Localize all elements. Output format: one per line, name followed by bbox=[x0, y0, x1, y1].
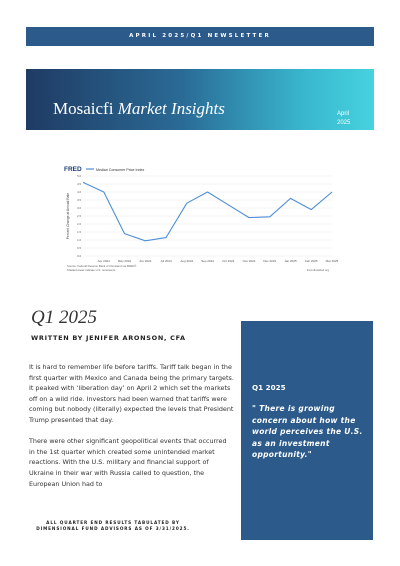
y-tick-label: 1.0 bbox=[77, 238, 81, 242]
x-tick-label: Dec 2024 bbox=[263, 259, 277, 263]
y-tick-label: 3.0 bbox=[77, 206, 81, 210]
y-tick-label: 4.5 bbox=[77, 182, 81, 186]
article-byline: WRITTEN BY JENIFER ARONSON, CFA bbox=[31, 334, 186, 342]
pull-quote-text: " There is growing concern about how the world perceives the U.S. as an investment opportunity." bbox=[252, 404, 363, 459]
y-axis-label: Percent Change at Annual Rate bbox=[66, 192, 70, 240]
article-body bbox=[29, 362, 234, 489]
y-tick-label: 2.0 bbox=[77, 222, 81, 226]
masthead-title-italic: Market Insights bbox=[117, 99, 225, 118]
y-tick-label: 2.5 bbox=[77, 214, 81, 218]
x-tick-label: May 2024 bbox=[117, 259, 132, 263]
issue-month: April bbox=[337, 111, 350, 117]
y-tick-label: 0.5 bbox=[77, 246, 81, 250]
x-tick-label: Feb 2025 bbox=[304, 259, 318, 263]
chart-source: Source: Federal Reserve Bank of Cleveland via FRED® bbox=[67, 264, 137, 268]
chart-svg bbox=[64, 163, 339, 274]
x-tick-label: Apr 2024 bbox=[97, 259, 110, 263]
y-tick-label: 4.0 bbox=[77, 190, 81, 194]
article-heading: Q1 2025 bbox=[31, 307, 97, 328]
chart-credit: fred.stlouisfed.org bbox=[306, 268, 329, 272]
results-footnote: ALL QUARTER END RESULTS TABULATED BY DIMENSIONAL FUND ADVISORS AS OF 3/31/2025. bbox=[36, 520, 190, 531]
x-tick-label: Jan 2025 bbox=[284, 259, 297, 263]
issue-year: 2025 bbox=[337, 120, 351, 126]
y-tick-label: 0.0 bbox=[77, 254, 81, 258]
pull-quote-panel bbox=[241, 321, 373, 540]
x-tick-label: Sep 2024 bbox=[201, 259, 214, 263]
legend-label: Median Consumer Price Index bbox=[96, 168, 145, 172]
pull-quote-label: Q1 2025 bbox=[252, 383, 286, 392]
y-tick-label: 5.0 bbox=[77, 174, 81, 178]
fred-logo: FRED bbox=[64, 166, 82, 173]
brand-name: Mosaicfi bbox=[53, 99, 114, 118]
x-tick-label: Jul 2024 bbox=[160, 259, 172, 263]
hero-banner bbox=[26, 69, 374, 130]
issue-date bbox=[337, 110, 357, 128]
x-tick-label: Nov 2024 bbox=[242, 259, 256, 263]
x-tick-label: Aug 2024 bbox=[180, 259, 194, 263]
article-paragraph-2: There were other significant geopolitical events that occurred in the 1st quarter which created some unintended market reactions. With the U.S. military and financial support of Ukraine in their war with Russia called to question, the European Union had to bbox=[29, 437, 227, 488]
y-tick-label: 1.5 bbox=[77, 230, 81, 234]
masthead-title bbox=[53, 99, 225, 119]
article-paragraph-1: It is hard to remember life before tariffs. Tariff talk began in the first quarter with Mexico and Canada being the primary targets. It peaked with ‘liberation day’ on April 2 which set the markets off on a wild ride. Investors had been warned that tariffs were coming but nobody (literally) expected the levels that President Trump presented that day. bbox=[29, 363, 234, 424]
x-tick-label: Jun 2024 bbox=[139, 259, 152, 263]
x-tick-label: Oct 2024 bbox=[222, 259, 235, 263]
fred-chart bbox=[64, 163, 339, 274]
y-tick-label: 3.5 bbox=[77, 198, 81, 202]
chart-source-note: Shaded areas indicate U.S. recessions. bbox=[67, 268, 116, 272]
newsletter-banner: APRIL 2025/Q1 NEWSLETTER bbox=[26, 27, 374, 46]
x-tick-label: Mar 2025 bbox=[325, 259, 339, 263]
